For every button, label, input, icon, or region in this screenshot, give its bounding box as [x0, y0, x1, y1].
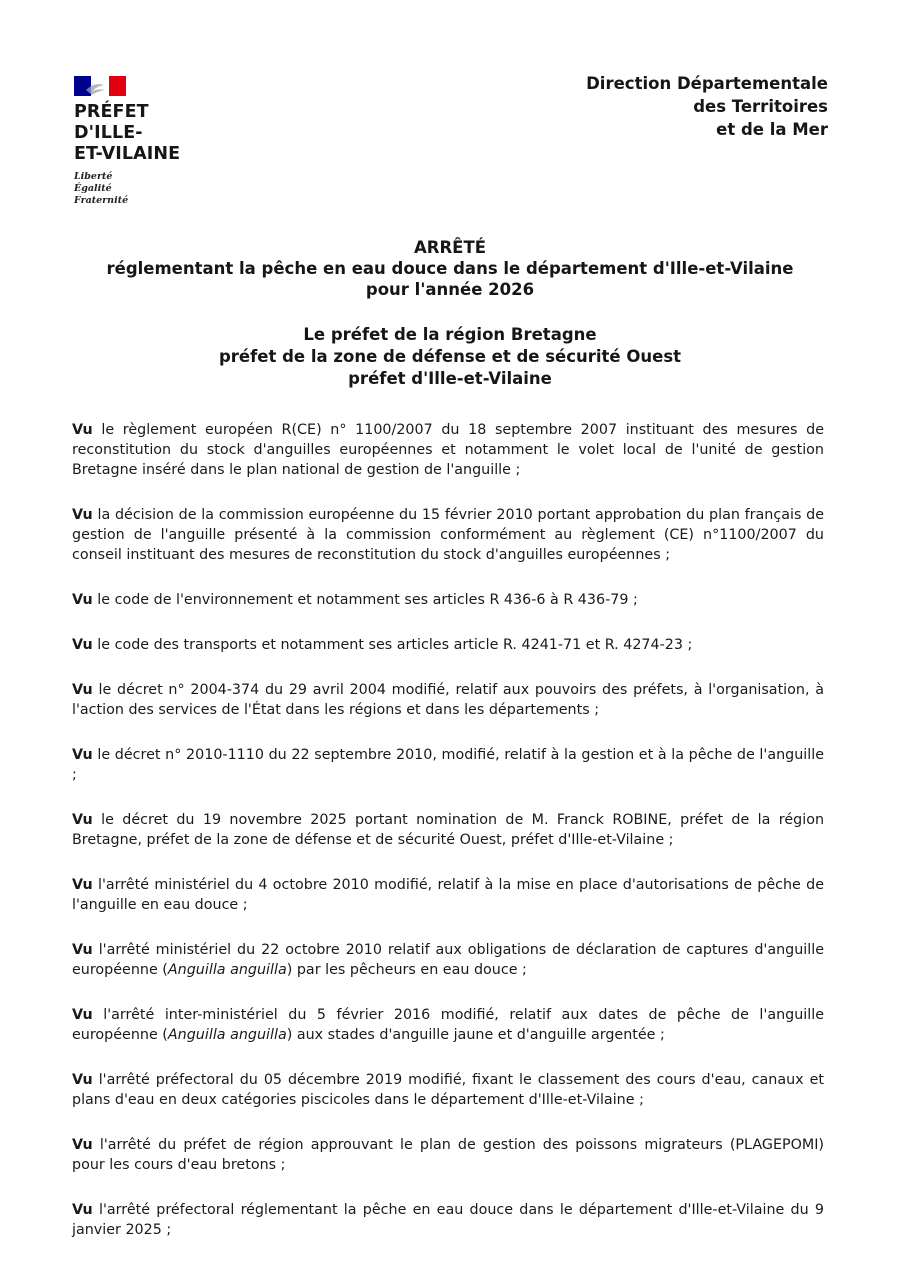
vu-text: l'arrêté du préfet de région approuvant le plan de gestion des poissons migrateurs (PLAGEPOMI) pour les cours d'eau bretons ;: [72, 1137, 824, 1173]
vu-keyword: Vu: [72, 592, 93, 608]
vu-item: [72, 680, 824, 720]
prefet-line-2: préfet de la zone de défense et de sécurité Ouest: [218, 347, 682, 366]
vu-text: la décision de la commission européenne du 15 février 2010 portant approbation du plan français de gestion de l'anguille présenté à la commission conformément au règlement (CE) n°1100/2007 du conseil instituant des mesures de reconstitution du stock d'anguilles européennes ;: [72, 507, 825, 563]
issuing-direction: [586, 72, 828, 141]
vu-text: l'arrêté préfectoral du 05 décembre 2019 modifié, fixant le classement des cours d'eau, canaux et plans d'eau en deux catégories piscicoles dans le département d'Ille-et-Vilaine ;: [72, 1072, 824, 1108]
vu-keyword: Vu: [72, 682, 93, 698]
marianne-flag-icon: [74, 76, 126, 96]
direction-line-3: et de la Mer: [716, 120, 828, 139]
vu-keyword: Vu: [72, 1007, 93, 1023]
vu-item: [72, 420, 824, 480]
prefet-titles: [80, 324, 820, 390]
motto-egalite: Égalité: [74, 183, 112, 194]
direction-line-1: Direction Départementale: [586, 74, 828, 93]
prefet-line-3: préfet d'Ille-et-Vilaine: [348, 369, 552, 388]
motto-liberte: Liberté: [74, 171, 113, 182]
arrete-subtitle-line-2: pour l'année 2026: [365, 280, 535, 299]
vu-text: l'arrêté ministériel du 22 octobre 2010 relatif aux obligations de déclaration de captures d'anguille européenne (Anguilla anguilla) par les pêcheurs en eau douce ;: [72, 942, 824, 978]
vu-keyword: Vu: [72, 747, 93, 763]
vu-text: l'arrêté inter-ministériel du 5 février 2016 modifié, relatif aux dates de pêche de l'anguille européenne (Anguilla anguilla) aux stades d'anguille jaune et d'anguille argentée ;: [72, 1007, 824, 1043]
logo-name-line-1: PRÉFET: [74, 102, 149, 122]
vu-text: le décret n° 2010-1110 du 22 septembre 2010, modifié, relatif à la gestion et à la pêche de l'anguille ;: [72, 747, 824, 783]
vu-keyword: Vu: [72, 422, 93, 438]
vu-item: [72, 590, 824, 610]
vu-text: le décret du 19 novembre 2025 portant nomination de M. Franck ROBINE, préfet de la région Bretagne, préfet de la zone de défense et de sécurité Ouest, préfet d'Ille-et-Vilaine ;: [72, 812, 825, 848]
vu-item: [72, 1005, 824, 1045]
vu-text: le code des transports et notamment ses articles article R. 4241-71 et R. 4274-23 ;: [97, 637, 693, 653]
vu-item: [72, 1200, 824, 1240]
vu-text: l'arrêté ministériel du 4 octobre 2010 modifié, relatif à la mise en place d'autorisations de pêche de l'anguille en eau douce ;: [72, 877, 824, 913]
direction-line-2: des Territoires: [693, 97, 828, 116]
motto-fraternite: Fraternité: [74, 195, 129, 206]
species-latin-name: Anguilla anguilla: [167, 1027, 287, 1043]
arrete-subtitle-line-1: réglementant la pêche en eau douce dans le département d'Ille-et-Vilaine: [106, 259, 794, 278]
republic-motto: [74, 171, 180, 207]
vu-keyword: Vu: [72, 812, 93, 828]
vu-keyword: Vu: [72, 1202, 93, 1218]
vu-item: [72, 1070, 824, 1110]
arrete-title-block: [80, 237, 820, 300]
vu-text: le règlement européen R(CE) n° 1100/2007 du 18 septembre 2007 instituant des mesures de reconstitution du stock d'anguilles européennes et notamment le volet local de l'unité de gestion Bretagne inséré dans le plan national de gestion de l'anguille ;: [72, 422, 824, 478]
vu-text: le décret n° 2004-374 du 29 avril 2004 modifié, relatif aux pouvoirs des préfets, à l'organisation, à l'action des services de l'État dans les régions et dans les départements ;: [72, 682, 824, 718]
prefet-line-1: Le préfet de la région Bretagne: [303, 325, 597, 344]
logo-name-line-3: ET-VILAINE: [74, 144, 181, 164]
arrete-heading: ARRÊTÉ: [414, 238, 486, 257]
vu-text: l'arrêté préfectoral réglementant la pêche en eau douce dans le département d'Ille-et-Vilaine du 9 janvier 2025 ;: [72, 1202, 824, 1238]
vu-considerations-list: [72, 420, 824, 1265]
vu-keyword: Vu: [72, 1072, 93, 1088]
species-latin-name: Anguilla anguilla: [167, 962, 287, 978]
vu-item: [72, 940, 824, 980]
prefet-logo: [74, 76, 180, 207]
vu-item: [72, 635, 824, 655]
vu-keyword: Vu: [72, 1137, 93, 1153]
vu-item: [72, 505, 824, 565]
vu-keyword: Vu: [72, 507, 93, 523]
vu-keyword: Vu: [72, 637, 93, 653]
vu-item: [72, 810, 824, 850]
vu-item: [72, 875, 824, 915]
vu-keyword: Vu: [72, 942, 93, 958]
logo-name-line-2: D'ILLE-: [74, 123, 143, 143]
vu-item: [72, 745, 824, 785]
vu-keyword: Vu: [72, 877, 93, 893]
vu-item: [72, 1135, 824, 1175]
vu-text: le code de l'environnement et notamment ses articles R 436-6 à R 436-79 ;: [97, 592, 638, 608]
